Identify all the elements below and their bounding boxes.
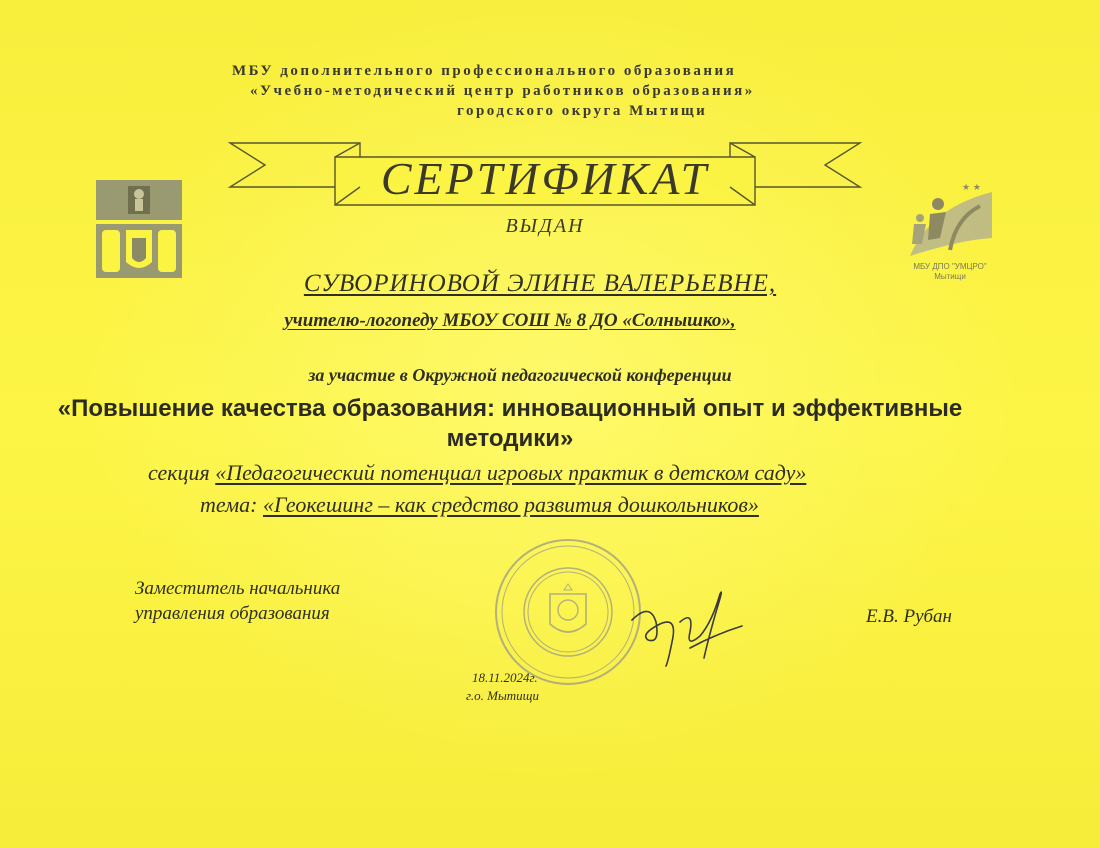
signatory-name: Е.В. Рубан [866, 606, 952, 627]
participation-reason: за участие в Окружной педагогической конференции [308, 365, 732, 385]
topic-value: «Геокешинг – как средство развития дошкольников» [262, 492, 759, 517]
section-line [148, 460, 806, 486]
topic-line [200, 492, 759, 518]
section-label: секция [148, 460, 210, 485]
org-line-3: городского округа Мытищи [457, 103, 708, 119]
conference-title [10, 394, 1010, 454]
issue-date: 18.11.2024г. [472, 670, 538, 685]
svg-text:★ ★: ★ ★ [962, 183, 981, 193]
org-line-1: МБУ дополнительного профессионального образования [232, 63, 737, 79]
certificate-title: СЕРТИФИКАТ [380, 153, 710, 204]
issued-label: ВЫДАН [505, 215, 585, 237]
signatory-title [135, 576, 340, 626]
signatory-title-line-1: Заместитель начальника [135, 578, 341, 599]
umcro-logo-icon [900, 178, 1000, 262]
recipient-position: учителю-логопеду МБОУ СОШ № 8 ДО «Солнышко», [284, 310, 736, 331]
signatory-title-line-2: управления образования [135, 603, 330, 624]
conference-title-line-2: методики» [446, 425, 574, 452]
coat-of-arms-icon [96, 180, 182, 278]
logo-caption: МБУ ДПО "УМЦРО" Мытищи [913, 262, 987, 281]
topic-label: тема: [200, 492, 258, 517]
section-value: «Педагогический потенциал игровых практик в детском саду» [215, 460, 807, 485]
conference-title-line-1: «Повышение качества образования: инновационный опыт и эффективные [57, 395, 963, 422]
org-line-2: «Учебно-методический центр работников образования» [250, 83, 755, 99]
signature-icon [620, 582, 750, 672]
issue-city: г.о. Мытищи [466, 688, 539, 703]
recipient-name: СУВОРИНОВОЙ ЭЛИНЕ ВАЛЕРЬЕВНЕ, [303, 270, 777, 297]
